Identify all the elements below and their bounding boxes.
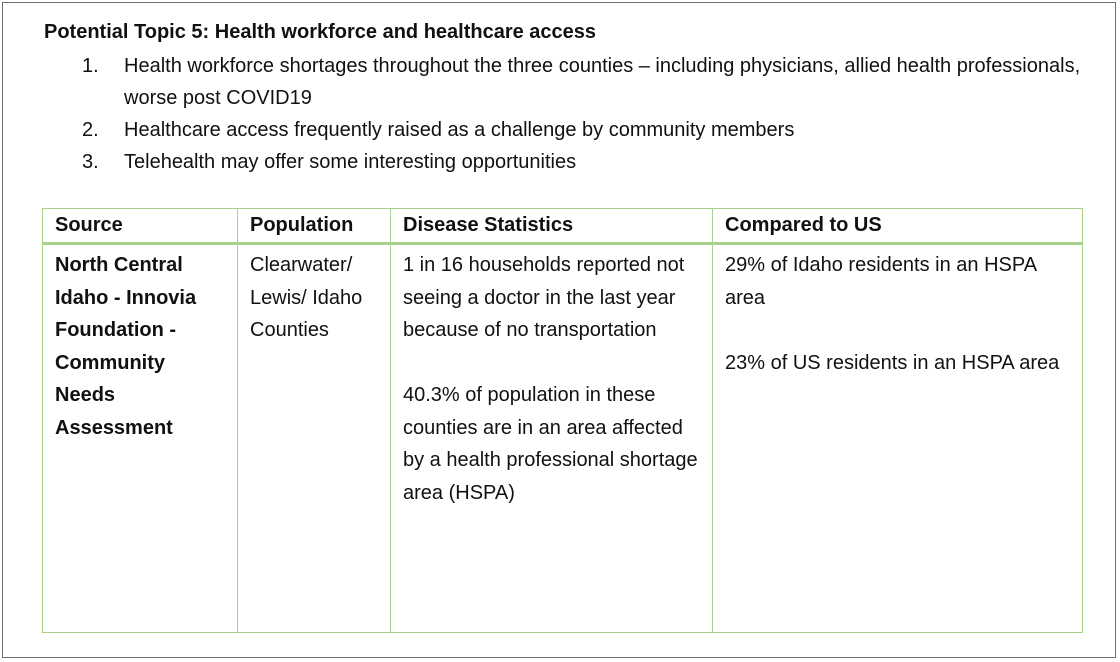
list-item-number: 3.: [82, 151, 99, 173]
list-item-text: Telehealth may offer some interesting opportunities: [124, 151, 577, 173]
list-item-text: Healthcare access frequently raised as a challenge by community members: [124, 119, 795, 141]
topic-heading: Potential Topic 5: Health workforce and healthcare access: [44, 21, 597, 43]
compared-us: 23% of US residents in an HSPA area: [725, 351, 1060, 374]
list-item-text: Health workforce shortages throughout the three counties – including physicians, allied health professionals, worse post COVID19: [124, 55, 1081, 109]
list-item-number: 2.: [82, 119, 99, 141]
cell-disease-statistics: [391, 244, 713, 633]
statistics-table: [42, 208, 1083, 633]
cell-population: Clearwater/ Lewis/ Idaho Counties: [238, 244, 391, 633]
compared-idaho: 29% of Idaho residents in an HSPA area: [725, 254, 1036, 309]
list-item: [82, 146, 1092, 178]
table-header-row: [43, 209, 1083, 244]
disease-stat-transport: 1 in 16 households reported not seeing a doctor in the last year because of no transportation: [403, 254, 685, 341]
list-item-number: 1.: [82, 55, 99, 77]
table-row: [43, 244, 1083, 633]
header-source: Source: [43, 209, 238, 244]
disease-stat-hspa: 40.3% of population in these counties are in an area affected by a health professional shortage area (HSPA): [403, 384, 698, 504]
cell-compared-to-us: [713, 244, 1083, 633]
cell-source: North Central Idaho - Innovia Foundation - Community Needs Assessment: [43, 244, 238, 633]
header-disease-statistics: Disease Statistics: [391, 209, 713, 244]
header-population: Population: [238, 209, 391, 244]
list-item: [82, 114, 1092, 146]
list-item: [82, 50, 1092, 114]
topic-list: [82, 50, 1092, 178]
header-compared-to-us: Compared to US: [713, 209, 1083, 244]
